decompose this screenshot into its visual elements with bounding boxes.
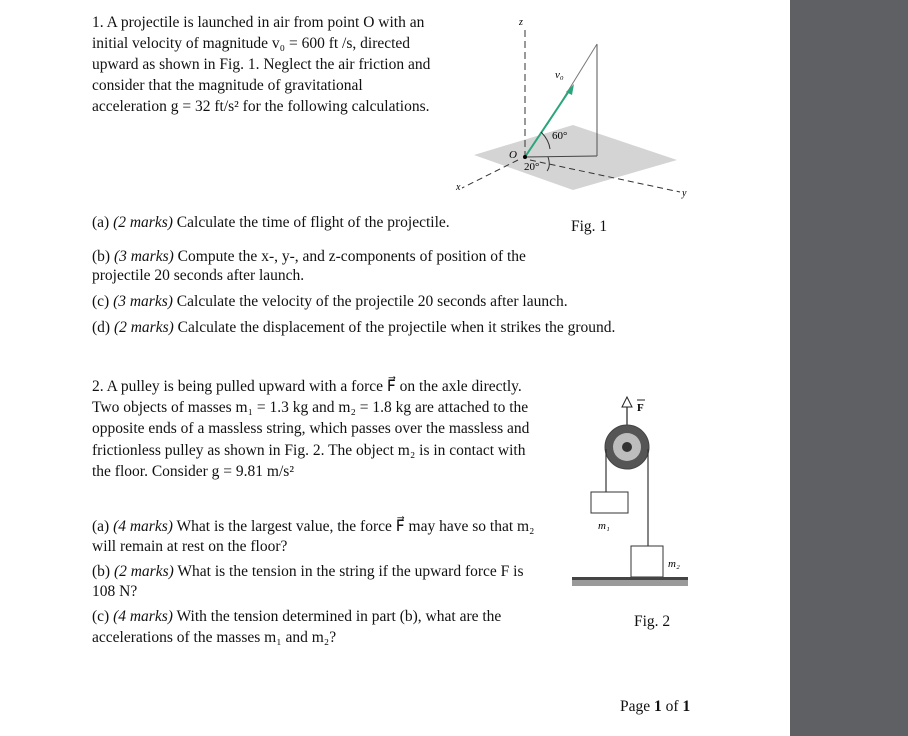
q2-line-3: opposite ends of a massless string, which passes over the massless and xyxy=(92,420,530,437)
q1-part-b: (b) (3 marks) Compute the x-, y-, and z-components of position of the xyxy=(92,248,526,265)
fig2-caption: Fig. 2 xyxy=(634,613,671,630)
z-label: z xyxy=(519,17,523,28)
force-label: F xyxy=(637,402,644,414)
q2-part-a-cont: will remain at rest on the floor? xyxy=(92,538,288,555)
q1-part-a: (a) (2 marks) Calculate the time of flight of the projectile. xyxy=(92,214,450,231)
q1-line-5: acceleration g = 32 ft/s² for the following calculations. xyxy=(92,98,430,115)
q2-line-5: the floor. Consider g = 9.81 m/s² xyxy=(92,463,294,480)
q1-line-4: consider that the magnitude of gravitational xyxy=(92,77,363,94)
force-arrowhead xyxy=(622,397,632,407)
q1-line-3: upward as shown in Fig. 1. Neglect the air friction and xyxy=(92,56,431,73)
viewer-side-panel xyxy=(790,0,908,736)
q1-part-b-cont: projectile 20 seconds after launch. xyxy=(92,267,305,284)
m1-label: m₁ xyxy=(598,520,610,532)
origin-point xyxy=(523,155,527,159)
q1-part-d: (d) (2 marks) Calculate the displacement of the projectile when it strikes the ground. xyxy=(92,319,616,336)
q1-line-2: initial velocity of magnitude v₀ = 600 ft /s, directed xyxy=(92,35,411,52)
q2-part-b: (b) (2 marks) What is the tension in the string if the upward force F is xyxy=(92,563,524,580)
q1-line-1: 1. A projectile is launched in air from point O with an xyxy=(92,14,425,31)
mass-m1-block xyxy=(591,492,628,513)
angle-20-label: 20° xyxy=(524,161,540,173)
q2-part-c: (c) (4 marks) With the tension determined in part (b), what are the xyxy=(92,608,502,625)
origin-label: O xyxy=(509,149,517,161)
angle-60-label: 60° xyxy=(552,130,568,142)
q2-part-c-cont: accelerations of the masses m₁ and m₂? xyxy=(92,629,337,646)
q2-part-a: (a) (4 marks) What is the largest value, the force F⃗ may have so that m₂ xyxy=(92,518,535,535)
pulley-axle xyxy=(622,442,632,452)
figure-1-diagram xyxy=(440,10,690,210)
mass-m2-block xyxy=(631,546,663,577)
fig1-caption: Fig. 1 xyxy=(571,218,608,235)
q2-line-1: 2. A pulley is being pulled upward with a force F⃗ on the axle directly. xyxy=(92,378,522,395)
v0-label: v₀ xyxy=(555,69,564,81)
q2-line-4: frictionless pulley as shown in Fig. 2. The object m₂ is in contact with xyxy=(92,442,526,459)
floor-texture xyxy=(572,580,688,586)
x-label: x xyxy=(456,182,461,193)
y-label: y xyxy=(682,188,687,199)
ground-plane xyxy=(474,125,677,190)
q2-line-2: Two objects of masses m₁ = 1.3 kg and m₂ = 1.8 kg are attached to the xyxy=(92,399,529,416)
m2-label: m₂ xyxy=(668,558,680,570)
figure-2-diagram xyxy=(565,385,700,595)
q2-part-b-cont: 108 N? xyxy=(92,583,138,600)
q1-part-c: (c) (3 marks) Calculate the velocity of the projectile 20 seconds after launch. xyxy=(92,293,568,310)
floor xyxy=(572,577,688,580)
page-number: Page 1 of 1 xyxy=(620,698,691,715)
